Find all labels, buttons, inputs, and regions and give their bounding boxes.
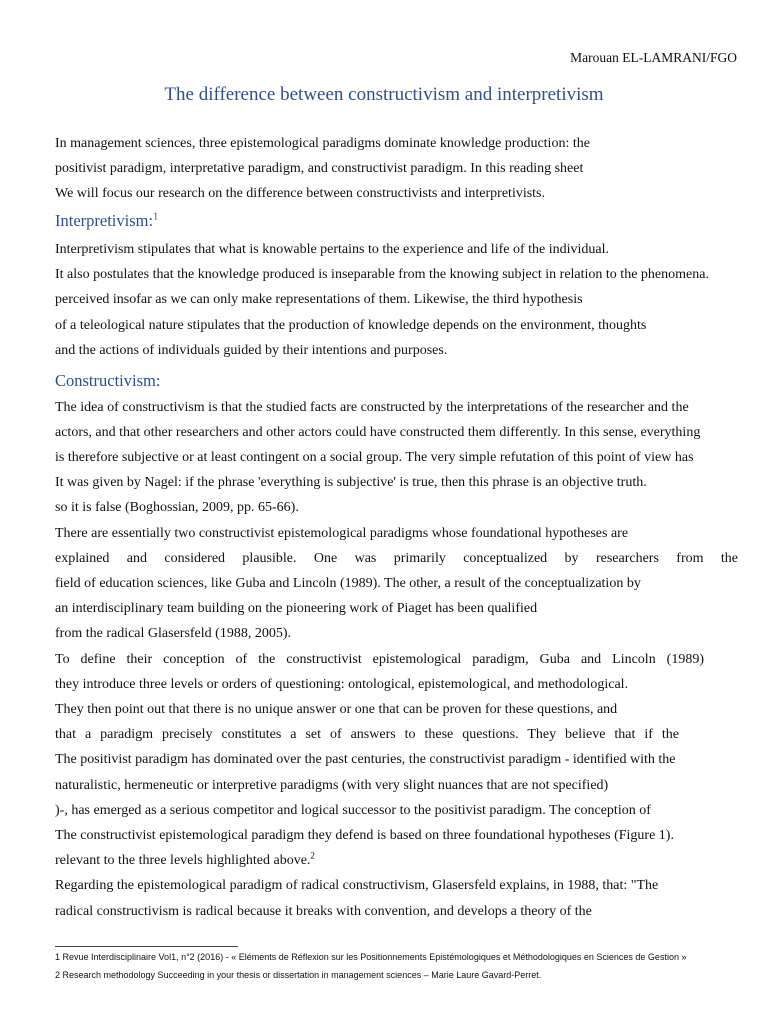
paragraph-line: The constructivist epistemological paradigm they defend is based on three foundational hypotheses (Figure 1).: [55, 828, 674, 843]
paragraph-line: so it is false (Boghossian, 2009, pp. 65-66).: [55, 500, 299, 515]
footnote-ref: 1: [153, 211, 159, 223]
paragraph-line: of a teleological nature stipulates that the production of knowledge depends on the environment, thoughts: [55, 318, 647, 333]
paragraph-line: radical constructivism is radical because it breaks with convention, and develops a theory of the: [55, 904, 592, 919]
paragraph-line: explained and considered plausible. One was primarily conceptualized by researchers from the: [55, 551, 738, 566]
paragraph-line: is therefore subjective or at least contingent on a social group. The very simple refutation of this point of view has: [55, 450, 694, 465]
paragraph-line: Interpretivism stipulates that what is knowable pertains to the experience and life of the individual.: [55, 242, 610, 257]
footnote-ref: 2: [310, 850, 315, 861]
footnote-2: 2 Research methodology Succeeding in your thesis or dissertation in management sciences – Marie Laure Gavard-Perret.: [55, 970, 542, 980]
paragraph-line: field of education sciences, like Guba and Lincoln (1989). The other, a result of the conceptualization by: [55, 576, 641, 591]
paragraph-line: actors, and that other researchers and other actors could have constructed them differently. In this sense, everything: [55, 425, 701, 440]
paragraph-line: an interdisciplinary team building on the pioneering work of Piaget has been qualified: [55, 601, 538, 616]
intro-line: We will focus our research on the difference between constructivists and interpretivists.: [55, 186, 546, 201]
paragraph-text: relevant to the three levels highlighted above.: [55, 853, 311, 868]
paragraph-line: They then point out that there is no unique answer or one that can be proven for these questions, and: [55, 702, 618, 717]
intro-line: In management sciences, three epistemological paradigms dominate knowledge production: the: [55, 136, 590, 151]
paragraph-line: The positivist paradigm has dominated over the past centuries, the constructivist paradigm - identified with the: [55, 752, 676, 767]
document-title: The difference between constructivism and interpretivism: [164, 84, 604, 105]
intro-line: positivist paradigm, interpretative paradigm, and constructivist paradigm. In this reading sheet: [55, 161, 584, 176]
paragraph-line: they introduce three levels or orders of questioning: ontological, epistemological, and methodological.: [55, 677, 629, 692]
paragraph-line: It also postulates that the knowledge produced is inseparable from the knowing subject in relation to the phenomena.: [55, 267, 709, 282]
paragraph-line: [55, 850, 315, 869]
paragraph-line: naturalistic, hermeneutic or interpretive paradigms (with very slight nuances that are not specified): [55, 778, 609, 793]
paragraph-line: perceived insofar as we can only make representations of them. Likewise, the third hypothesis: [55, 292, 583, 307]
paragraph-line: Regarding the epistemological paradigm of radical constructivism, Glasersfeld explains, in 1988, that: "The: [55, 878, 659, 893]
paragraph-line: that a paradigm precisely constitutes a set of answers to these questions. They believe that if the: [55, 727, 679, 742]
footnote-divider: [55, 946, 238, 947]
paragraph-line: It was given by Nagel: if the phrase 'everything is subjective' is true, then this phrase is an objective truth.: [55, 475, 647, 490]
paragraph-line: and the actions of individuals guided by their intentions and purposes.: [55, 343, 448, 358]
heading-text: Interpretivism:: [55, 211, 154, 230]
section-heading-constructivism: Constructivism:: [55, 371, 161, 390]
author-header: Marouan EL-LAMRANI/FGO: [570, 50, 737, 65]
paragraph-line: To define their conception of the constructivist epistemological paradigm, Guba and Lincoln (1989): [55, 652, 704, 667]
section-heading-interpretivism: [55, 211, 158, 231]
paragraph-line: There are essentially two constructivist epistemological paradigms whose foundational hypotheses are: [55, 526, 629, 541]
paragraph-line: The idea of constructivism is that the studied facts are constructed by the interpretations of the researcher and the: [55, 400, 689, 415]
paragraph-line: from the radical Glasersfeld (1988, 2005).: [55, 626, 291, 641]
paragraph-line: )-, has emerged as a serious competitor and logical successor to the positivist paradigm. The conception of: [55, 803, 651, 818]
footnote-1: 1 Revue Interdisciplinaire Vol1, n°2 (2016) - « Eléments de Réflexion sur les Positionnements Epistémologiques et Méthodologiques en Sciences de Gestion »: [55, 952, 687, 962]
